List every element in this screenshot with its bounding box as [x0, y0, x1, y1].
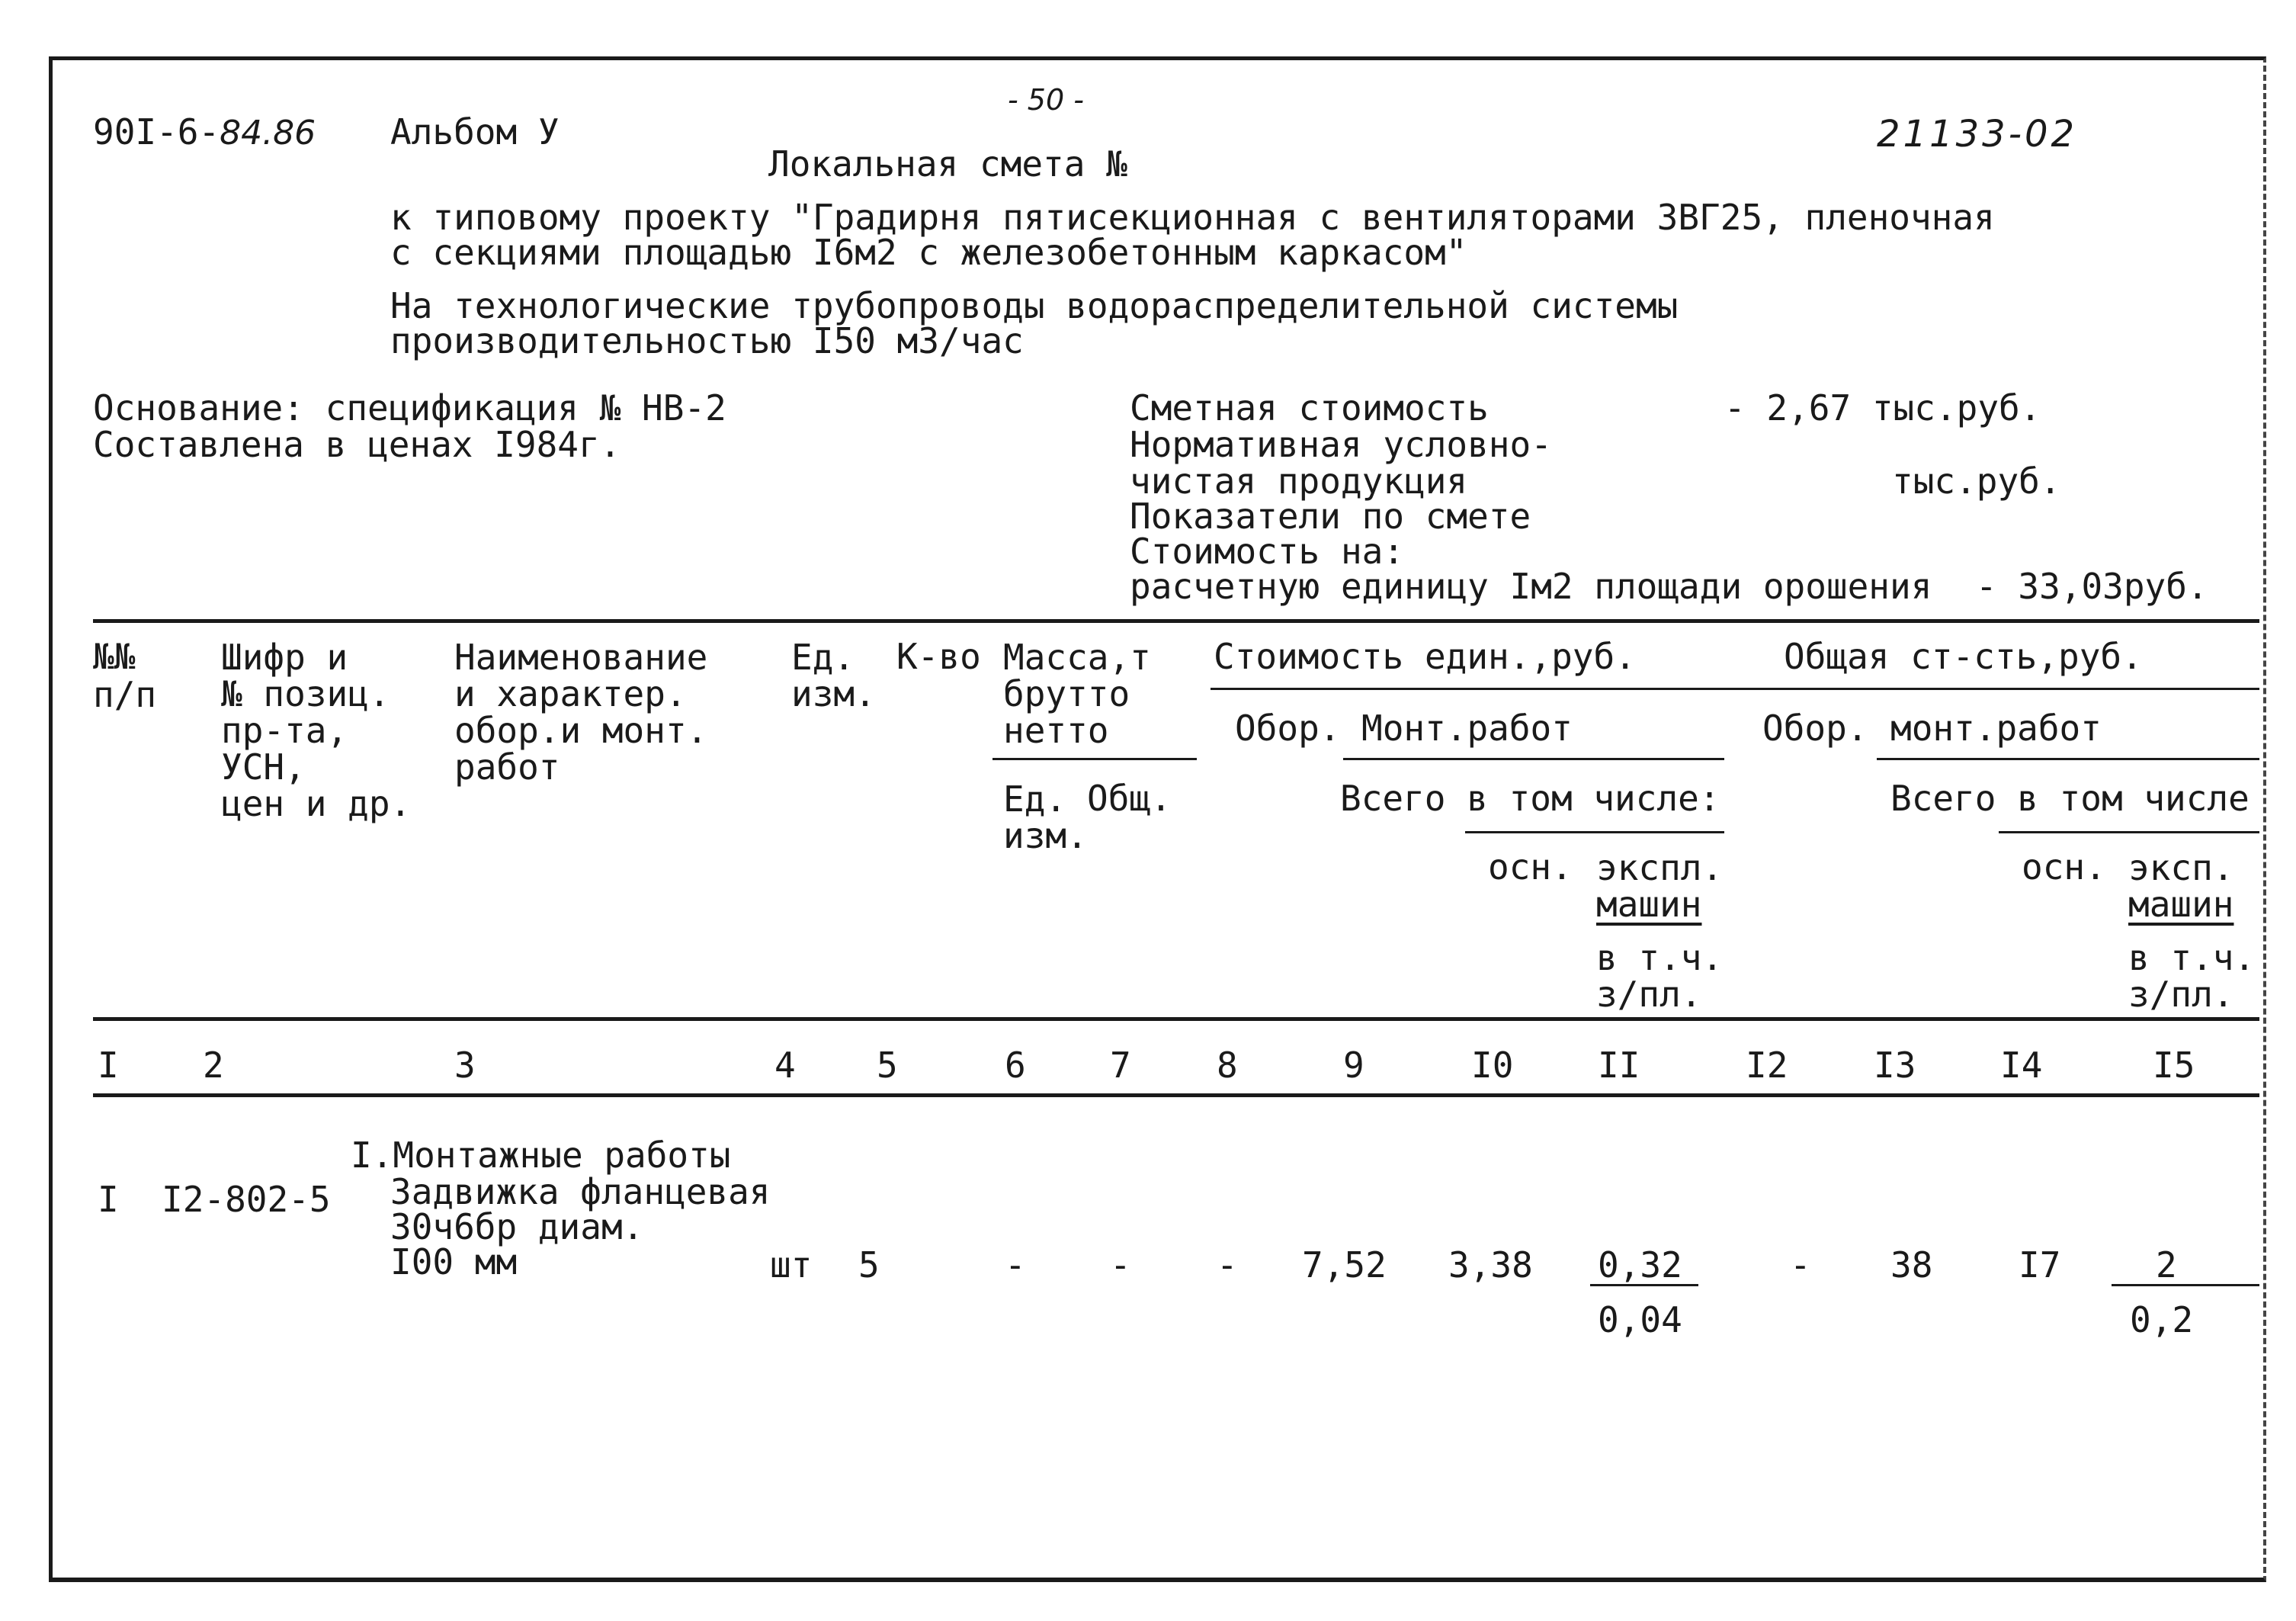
project-line-3: На технологические трубопроводы водораспределительной системы [390, 285, 1679, 326]
table-top-rule [93, 619, 2259, 623]
header-rule-total-incl [1999, 831, 2259, 833]
indicators-label: Показатели по смете [1130, 496, 1531, 537]
header-rule-unit-cost [1211, 688, 2259, 690]
normative-label-1: Нормативная условно- [1130, 424, 1552, 465]
col-number: I0 [1471, 1045, 1514, 1086]
col-number: 9 [1343, 1045, 1364, 1086]
col-unit-cost-total: Всего в том числе: [1340, 778, 1720, 819]
unit-cost-value: - 33,03руб. [1976, 566, 2208, 607]
document-number: 21133-02 [1877, 113, 2078, 156]
row-c13: 38 [1890, 1244, 1933, 1286]
col-unit-cost-wage: в т.ч. з/пл. [1596, 937, 1724, 1015]
row-unit: шт [770, 1244, 813, 1286]
row-c7: - [1110, 1244, 1131, 1286]
project-line-4: производительностью I50 м3/час [390, 320, 1024, 361]
col-number: 7 [1110, 1045, 1131, 1086]
col-num-header: №№ п/п [93, 636, 157, 715]
col-mass-unit-header: Ед. изм. [1003, 778, 1088, 856]
cost-per-label: Стоимость на: [1130, 531, 1405, 572]
col-number: 5 [877, 1045, 898, 1086]
estimated-cost-value: - 2,67 тыс.руб. [1724, 387, 2041, 429]
header-rule-mount [1343, 758, 1724, 760]
col-unit-cost-mount: Монт.работ [1361, 708, 1573, 749]
row-c12: - [1790, 1244, 1811, 1286]
row-c11-bottom: 0,04 [1598, 1299, 1682, 1340]
col-number: I4 [2000, 1045, 2043, 1086]
document-code: 90I-6-84.86 [93, 111, 316, 152]
col-name-header: Наименование и характер. обор.и монт. работ [454, 637, 708, 788]
normative-value: тыс.руб. [1892, 461, 2061, 502]
col-unit-cost-equip: Обор. [1235, 708, 1341, 749]
col-number: I [98, 1045, 119, 1086]
page-number: - 50 - [1008, 83, 1084, 117]
row-c15-top: 2 [2156, 1244, 2177, 1286]
unit-cost-label: расчетную единицу Iм2 площади орошения [1130, 566, 1932, 607]
header-rule-incl [1465, 831, 1724, 833]
row-name: Задвижка фланцевая 30ч6бр диам. I00 мм [390, 1171, 771, 1282]
col-unit-header: Ед. изм. [791, 637, 876, 714]
col-code-header: Шифр и № позиц. пр-та, УСН, цен и др. [221, 637, 412, 824]
col-total-cost-wage: в т.ч. з/пл. [2128, 937, 2256, 1015]
col-number: 4 [774, 1045, 796, 1086]
col-mass-header: Масса,т брутто нетто [1003, 637, 1151, 751]
row-c14: I7 [2019, 1244, 2061, 1286]
row-c11-top: 0,32 [1598, 1244, 1682, 1286]
project-line-2: с секциями площадью I6м2 с железобетонным каркасом" [390, 232, 1467, 273]
row-c11-divider [1590, 1284, 1698, 1286]
col-unit-cost-mach: экспл. машин [1596, 847, 1724, 925]
album-label: Альбом У [390, 111, 560, 152]
estimated-cost-label: Сметная стоимость [1130, 387, 1489, 429]
estimate-title: Локальная смета № [768, 143, 1127, 185]
col-total-cost-base: осн. [2022, 846, 2106, 888]
col-number: 6 [1005, 1045, 1026, 1086]
header-rule-total-mount [1877, 758, 2259, 760]
col-total-cost-equip: Обор. [1762, 708, 1868, 749]
col-total-cost-mount: монт.работ [1890, 708, 2102, 749]
row-c6: - [1005, 1244, 1026, 1286]
row-c9: 7,52 [1302, 1244, 1387, 1286]
row-code: I2-802-5 [162, 1179, 331, 1220]
col-number: 8 [1217, 1045, 1238, 1086]
col-number-rule [93, 1093, 2259, 1097]
row-c10: 3,38 [1448, 1244, 1533, 1286]
col-number: 3 [454, 1045, 476, 1086]
row-qty: 5 [858, 1244, 880, 1286]
normative-label-2: чистая продукция [1130, 461, 1468, 502]
col-number: I3 [1874, 1045, 1916, 1086]
row-c15-divider [2112, 1284, 2259, 1286]
col-total-cost-header: Общая ст-сть,руб. [1784, 636, 2143, 677]
col-number: I2 [1746, 1045, 1788, 1086]
header-bottom-rule [93, 1017, 2259, 1021]
col-total-cost-mach: эксп. машин [2128, 847, 2234, 925]
basis-line-2: Составлена в ценах I984г. [93, 424, 621, 465]
col-unit-cost-base: осн. [1488, 846, 1573, 888]
col-mass-total-header: Общ. [1087, 778, 1172, 819]
header-rule-mass [992, 758, 1197, 760]
col-number: II [1598, 1045, 1640, 1086]
col-number: I5 [2153, 1045, 2195, 1086]
row-c15-bottom: 0,2 [2130, 1299, 2194, 1340]
row-c8: - [1217, 1244, 1238, 1286]
col-number: 2 [203, 1045, 224, 1086]
col-qty-header: К-во [896, 636, 981, 677]
project-line-1: к типовому проекту "Градирня пятисекционная с вентиляторами ЗВГ25, пленочная [390, 197, 1995, 238]
col-total-cost-total: Всего в том числе [1890, 778, 2250, 819]
basis-line-1: Основание: спецификация № НВ-2 [93, 387, 726, 429]
section-title: I.Монтажные работы [351, 1135, 731, 1176]
row-num: I [98, 1179, 119, 1220]
col-unit-cost-header: Стоимость един.,руб. [1214, 636, 1636, 677]
